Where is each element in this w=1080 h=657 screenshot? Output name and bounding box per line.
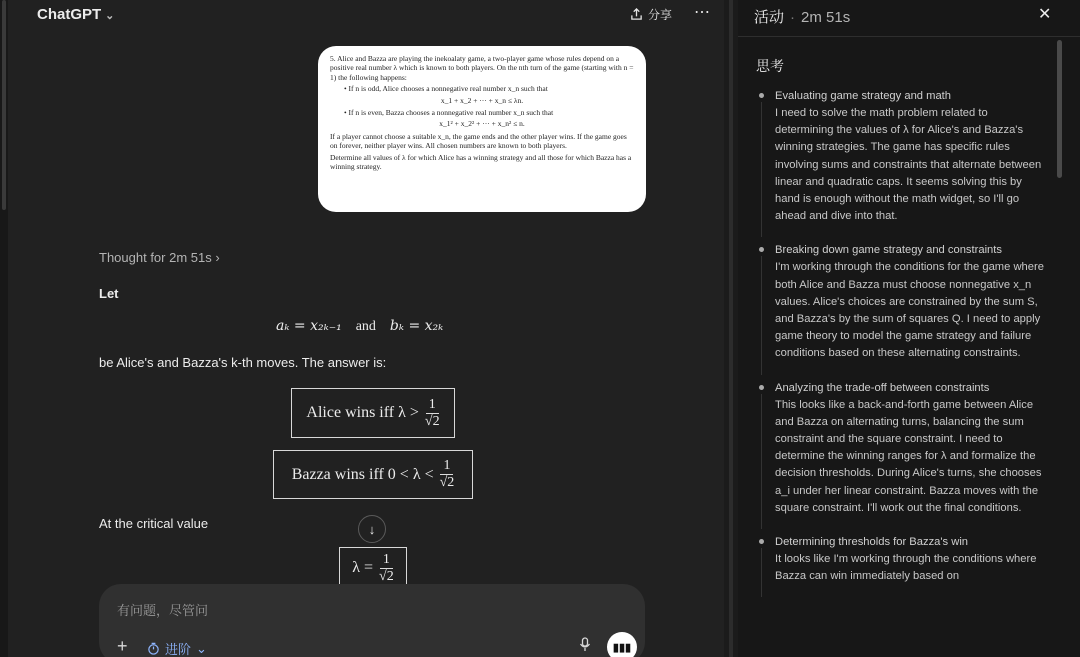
more-options-button[interactable]: ⋯ — [694, 4, 711, 21]
fraction-denominator: √2 — [379, 568, 394, 584]
problem-line: Determine all values of λ for which Alice has a winning strategy and all those for which Bazza has a winning strategy. — [330, 152, 632, 172]
alice-answer-text: Alice wins iff λ > — [306, 404, 419, 421]
problem-line: 5. Alice and Bazza are playing the inekoalaty game, a two-player game whose rules depend on a positive real number λ which is known to both players. On the nth turn of the game (starting with n = 1) the following happens: — [330, 54, 634, 82]
chevron-right-icon: › — [215, 250, 220, 265]
bazza-answer-text: Bazza wins iff 0 < λ < — [291, 465, 434, 483]
fraction-numerator: 1 — [440, 458, 453, 475]
arrow-down-icon: ↓ — [368, 521, 376, 537]
problem-line: x_1² + x_2² + ··· + x_n² ≤ n. — [439, 119, 525, 129]
bullet-dot — [759, 93, 764, 98]
thought-label: Thought for 2m 51s — [99, 250, 212, 265]
thinking-heading: 思考 — [756, 58, 784, 74]
problem-line: x_1 + x_2 + ··· + x_n ≤ λn. — [440, 95, 524, 105]
panel-resizer[interactable] — [724, 0, 738, 657]
panel-scrollbar-thumb[interactable] — [1057, 40, 1062, 178]
timer-icon — [147, 642, 160, 655]
let-text: Let — [99, 286, 119, 301]
fraction-numerator: 1 — [380, 552, 393, 569]
activity-item — [756, 242, 1048, 362]
alice-answer-box — [291, 388, 455, 438]
problem-image[interactable] — [318, 46, 646, 212]
microphone-icon — [579, 637, 591, 652]
activity-item — [756, 534, 1048, 585]
definition-equation — [276, 318, 443, 335]
fraction-denominator: √2 — [439, 475, 455, 490]
activity-item-body: I'm working through the conditions for the game where both Alice and Bazza must choose nonnegative x_n values. Alice's choices are constrained by the sum S, and Bazza's by the sum of squares Q. I need to apply game theory to model the game strategy and failure conditions based on these alternating constraints. — [775, 261, 1044, 360]
chat-main — [8, 0, 724, 657]
activity-panel — [738, 0, 1080, 657]
bullet-dot — [759, 247, 764, 252]
critical-text: At the critical value — [99, 516, 209, 531]
microphone-button[interactable] — [579, 637, 591, 655]
timeline-line — [761, 102, 762, 237]
app-name: ChatGPT — [37, 6, 102, 23]
activity-item-title: Analyzing the trade-off between constraints — [775, 381, 990, 394]
activity-item-title: Breaking down game strategy and constraints — [775, 244, 1002, 257]
eq-right: bₖ = x₂ₖ — [389, 318, 444, 334]
bullet-dot — [759, 385, 764, 390]
composer — [99, 584, 645, 657]
fraction — [425, 397, 440, 430]
main-scrollbar-thumb[interactable] — [729, 0, 733, 657]
top-bar — [8, 0, 724, 30]
activity-list — [756, 88, 1048, 602]
problem-line: • If n is odd, Alice chooses a nonnegative real number x_n such that — [344, 84, 548, 94]
activity-item — [756, 380, 1048, 517]
scroll-down-button[interactable] — [358, 515, 386, 543]
share-label: 分享 — [648, 8, 673, 22]
problem-line: If a player cannot choose a suitable x_n, the game ends and the other player wins. If the game goes on forever, neither player wins. All chosen numbers are known to both players. — [330, 131, 627, 151]
fraction — [440, 458, 455, 491]
message-input[interactable]: 有问题，尽管问 — [117, 603, 209, 618]
activity-item-body: It looks like I'm working through the conditions where Bazza can win immediately based on — [775, 553, 1037, 583]
activity-item-title: Determining thresholds for Bazza's win — [775, 536, 969, 549]
activity-item — [756, 88, 1048, 225]
close-icon: ✕ — [1038, 6, 1052, 23]
activity-title: 活动 — [754, 9, 785, 26]
close-button[interactable] — [1038, 4, 1051, 24]
activity-header — [754, 6, 850, 27]
voice-mode-button[interactable] — [607, 632, 637, 657]
eq-and: and — [355, 319, 376, 334]
moves-text: be Alice's and Bazza's k-th moves. The answer is: — [99, 355, 387, 370]
fraction-denominator: √2 — [424, 413, 440, 429]
problem-line: • If n is even, Bazza chooses a nonnegative real number x_n such that — [344, 108, 554, 118]
share-button[interactable] — [630, 6, 672, 23]
activity-separator: · — [790, 9, 796, 26]
eq-left: aₖ = x₂ₖ₋₁ — [276, 318, 342, 334]
fraction-numerator: 1 — [426, 397, 439, 414]
timeline-line — [761, 256, 762, 374]
chevron-down-icon: ⌄ — [196, 640, 207, 656]
chevron-down-icon: ⌄ — [105, 10, 115, 22]
activity-duration: 2m 51s — [801, 9, 851, 26]
critical-value-box — [339, 547, 407, 588]
left-scrollbar[interactable] — [0, 0, 8, 657]
mode-selector[interactable] — [147, 639, 207, 657]
bazza-answer-box — [273, 450, 473, 499]
model-selector[interactable] — [37, 6, 114, 23]
lambda-eq: λ = — [352, 559, 374, 576]
add-attachment-button[interactable]: + — [117, 636, 128, 656]
activity-item-body: This looks like a back-and-forth game between Alice and Bazza on alternating turns, balancing the sum constraint and the square constraint. I need to determine the winning ranges for λ and formalize the decision thresholds. During Alice's turns, she chooses a_i under her linear constraint. Bazza moves with the square constraint. I'll work out the final conditions. — [775, 398, 1042, 514]
timeline-line — [761, 548, 762, 597]
share-icon — [630, 8, 643, 21]
panel-divider — [738, 36, 1080, 37]
fraction — [379, 552, 394, 585]
thought-toggle[interactable] — [99, 250, 220, 265]
left-scrollbar-thumb[interactable] — [2, 0, 6, 210]
activity-item-title: Evaluating game strategy and math — [775, 90, 951, 102]
timeline-line — [761, 394, 762, 529]
activity-item-body: I need to solve the math problem related to determining the values of λ for Alice's and Bazza's winning strategies. The game has specific rules involving sums and constraints that alternate between linear and quadratic caps. It seems solving this by hand is enough without the math widget, so I'll go ahead and dive into that. — [775, 107, 1042, 223]
bullet-dot — [759, 539, 764, 544]
mode-label: 进阶 — [165, 642, 192, 657]
waveform-icon: ▮▮▮ — [612, 641, 632, 654]
